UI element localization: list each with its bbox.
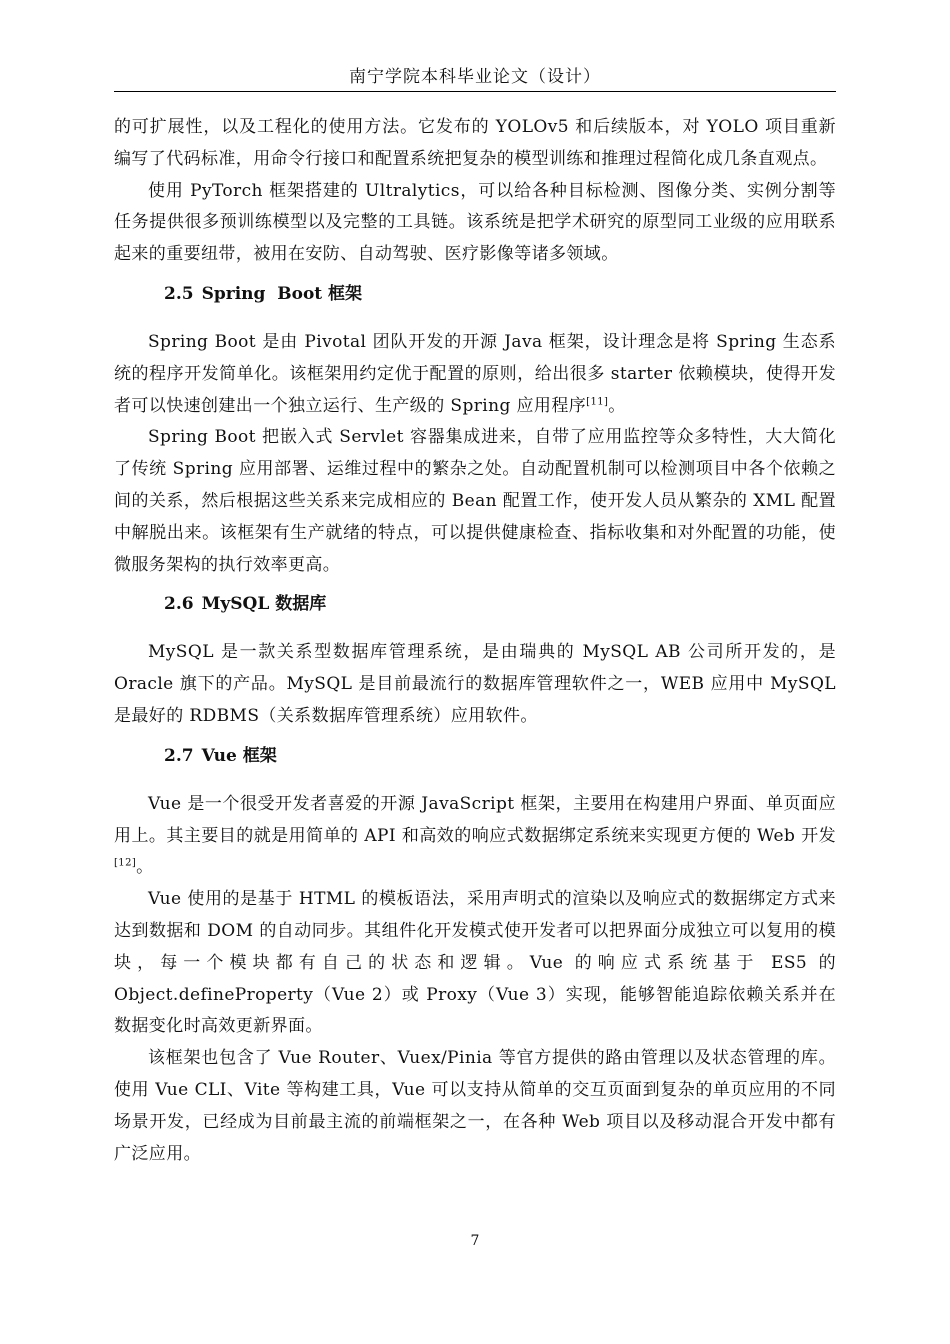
section-heading-2-6 xyxy=(114,581,836,637)
citation-11: [11] xyxy=(586,395,609,407)
paragraph-mysql: MySQL 是一款关系型数据库管理系统，是由瑞典的 MySQL AB 公司所开发的，是 Oracle 旗下的产品。MySQL 是目前最流行的数据库管理软件之一，WEB 应用中 MySQL 是最好的 RDBMS（关系数据库管理系统）应用软件。 xyxy=(114,642,836,726)
paragraph-text: Spring Boot 是由 Pivotal 团队开发的开源 Java 框架，设计理念是将 Spring 生态系统的程序开发简单化。该框架用约定优于配置的原则，给出很多 starter 依赖模块，使得开发者可以快速创建出一个独立运行、生产级的 Spring 应用程序 xyxy=(114,331,836,416)
paragraph-yolo-continued: 的可扩展性，以及工程化的使用方法。它发布的 YOLOv5 和后续版本，对 YOLO 项目重新编写了代码标准，用命令行接口和配置系统把复杂的模型训练和推理过程简化成几条直观点。 xyxy=(114,117,836,169)
section-heading-2-7 xyxy=(114,733,836,789)
paragraph-end: 。 xyxy=(136,857,154,878)
section-number: 2.5 xyxy=(164,283,194,304)
section-title: Spring Boot 框架 xyxy=(201,283,363,304)
section-title: MySQL 数据库 xyxy=(201,594,327,615)
citation-12: [12] xyxy=(114,857,137,869)
paragraph-vue-ecosystem: 该框架也包含了 Vue Router、Vuex/Pinia 等官方提供的路由管理以及状态管理的库。使用 Vue CLI、Vite 等构建工具，Vue 可以支持从简单的交互页面到复杂的单页应用的不同场景开发，已经成为目前最主流的前端框架之一，在各种 Web 项目以及移动混合开发中都有广泛应用。 xyxy=(114,1048,836,1164)
page-number: 7 xyxy=(470,1233,480,1249)
body-text xyxy=(114,112,836,1170)
paragraph-text: Vue 是一个很受开发者喜爱的开源 JavaScript 框架，主要用在构建用户界面、单页面应用上。其主要目的就是用简单的 API 和高效的响应式数据绑定系统来实现更方便的 Web 开发 xyxy=(114,793,836,846)
section-number: 2.7 xyxy=(164,745,194,766)
paragraph-vue-template: Vue 使用的是基于 HTML 的模板语法，采用声明式的渲染以及响应式的数据绑定方式来达到数据和 DOM 的自动同步。其组件化开发模式使开发者可以把界面分成独立可以复用的模块，每一个模块都有自己的状态和逻辑。Vue 的响应式系统基于 ES5 的 Object.defineProperty（Vue 2）或 Proxy（Vue 3）实现，能够智能追踪依赖关系并在数据变化时高效更新界面。 xyxy=(114,889,836,1037)
section-number: 2.6 xyxy=(164,594,194,615)
header-rule xyxy=(114,91,836,92)
paragraph-end: 。 xyxy=(608,395,626,416)
section-title: Vue 框架 xyxy=(201,745,277,766)
section-heading-2-5 xyxy=(114,271,836,327)
paragraph-spring-boot-intro xyxy=(114,327,836,422)
running-header: 南宁学院本科毕业论文（设计） xyxy=(349,67,601,87)
paragraph-vue-intro xyxy=(114,789,836,884)
paragraph-spring-boot-features: Spring Boot 把嵌入式 Servlet 容器集成进来，自带了应用监控等众多特性，大大简化了传统 Spring 应用部署、运维过程中的繁杂之处。自动配置机制可以检测项目中各个依赖之间的关系，然后根据这些关系来完成相应的 Bean 配置工作，使开发人员从繁杂的 XML 配置中解脱出来。该框架有生产就绪的特点，可以提供健康检查、指标收集和对外配置的功能，使微服务架构的执行效率更高。 xyxy=(114,427,836,575)
paragraph-ultralytics: 使用 PyTorch 框架搭建的 Ultralytics，可以给各种目标检测、图像分类、实例分割等任务提供很多预训练模型以及完整的工具链。该系统是把学术研究的原型同工业级的应用联系起来的重要纽带，被用在安防、自动驾驶、医疗影像等诸多领域。 xyxy=(114,180,836,265)
